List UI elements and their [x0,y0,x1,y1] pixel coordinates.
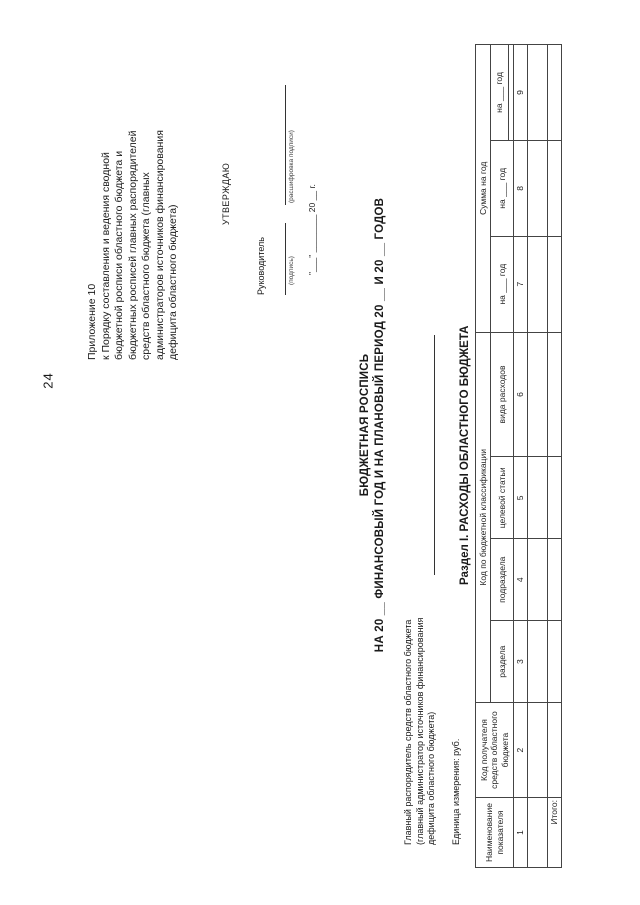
col-header-name: Наименование показателя [476,798,514,868]
signature-caption: (подпись) [288,256,295,285]
distributor-fill-line [434,335,435,575]
document-title [358,105,388,745]
col-header-budget-classification: Код по бюджетной классификации [476,332,491,703]
approval-date: "___" ________ 20 __ г. [307,184,317,275]
appendix-line: администраторов источников финансирования [153,130,166,360]
approval-title: УТВЕРЖДАЮ [221,162,231,225]
appendix-line: средств областного бюджета (главных [140,172,152,360]
column-number: 6 [514,332,528,457]
section-title: Раздел I. РАСХОДЫ ОБЛАСТНОГО БЮДЖЕТА [459,325,471,585]
col-header-expense-type: вида расходов [491,332,514,457]
col-header-target-article: целевой статьи [491,457,514,539]
head-label: Руководитель [256,237,266,295]
total-row [547,45,561,868]
column-number: 3 [514,621,528,703]
appendix-block [86,30,181,360]
column-number: 2 [514,703,528,798]
distributor-label: Главный распорядитель средств областного бюджета (главный администратор источников финансирования дефицита областного бюджета) [403,617,436,845]
appendix-line: Приложение 10 [86,283,98,360]
appendix-line: бюджетной росписи областного бюджета и [113,150,125,360]
column-number: 4 [514,539,528,621]
col-header-year-1: на ___ год [491,236,514,332]
page-number: 24 [40,372,56,389]
signature-decode-line [285,85,286,205]
appendix-line: бюджетных росписей главных распорядителей [126,130,139,360]
column-number: 7 [514,236,528,332]
col-header-subsection: подраздела [491,539,514,621]
table-row [527,45,547,868]
column-number: 9 [514,45,528,141]
appendix-line: к Порядку составления и ведения сводной [99,152,112,360]
column-number: 5 [514,457,528,539]
col-header-year-3: на ___ год [491,45,509,141]
column-number: 8 [514,140,528,236]
document-title-line-2: НА 20 __ ФИНАНСОВЫЙ ГОД И НА ПЛАНОВЫЙ ПЕРИОД 20 __ И 20 __ ГОДОВ [374,197,386,653]
col-header-recipient-code: Код получателя средств областного бюджета [476,703,514,798]
col-header-year-2: на ___ год [491,140,514,236]
column-number: 1 [514,798,528,868]
signature-line [285,223,286,295]
document-title-line-1: БЮДЖЕТНАЯ РОСПИСЬ [359,353,371,497]
expenses-table [475,44,562,868]
col-header-section: раздела [491,621,514,703]
unit-of-measure: Единица измерения: руб. [451,738,461,845]
total-label: Итого: [547,798,561,868]
signature-decode-caption: (расшифровка подписи) [288,130,295,203]
column-numbers-row [514,45,528,868]
appendix-line: дефицита областного бюджета) [167,204,179,360]
col-header-annual-sum: Сумма на год [476,45,491,333]
